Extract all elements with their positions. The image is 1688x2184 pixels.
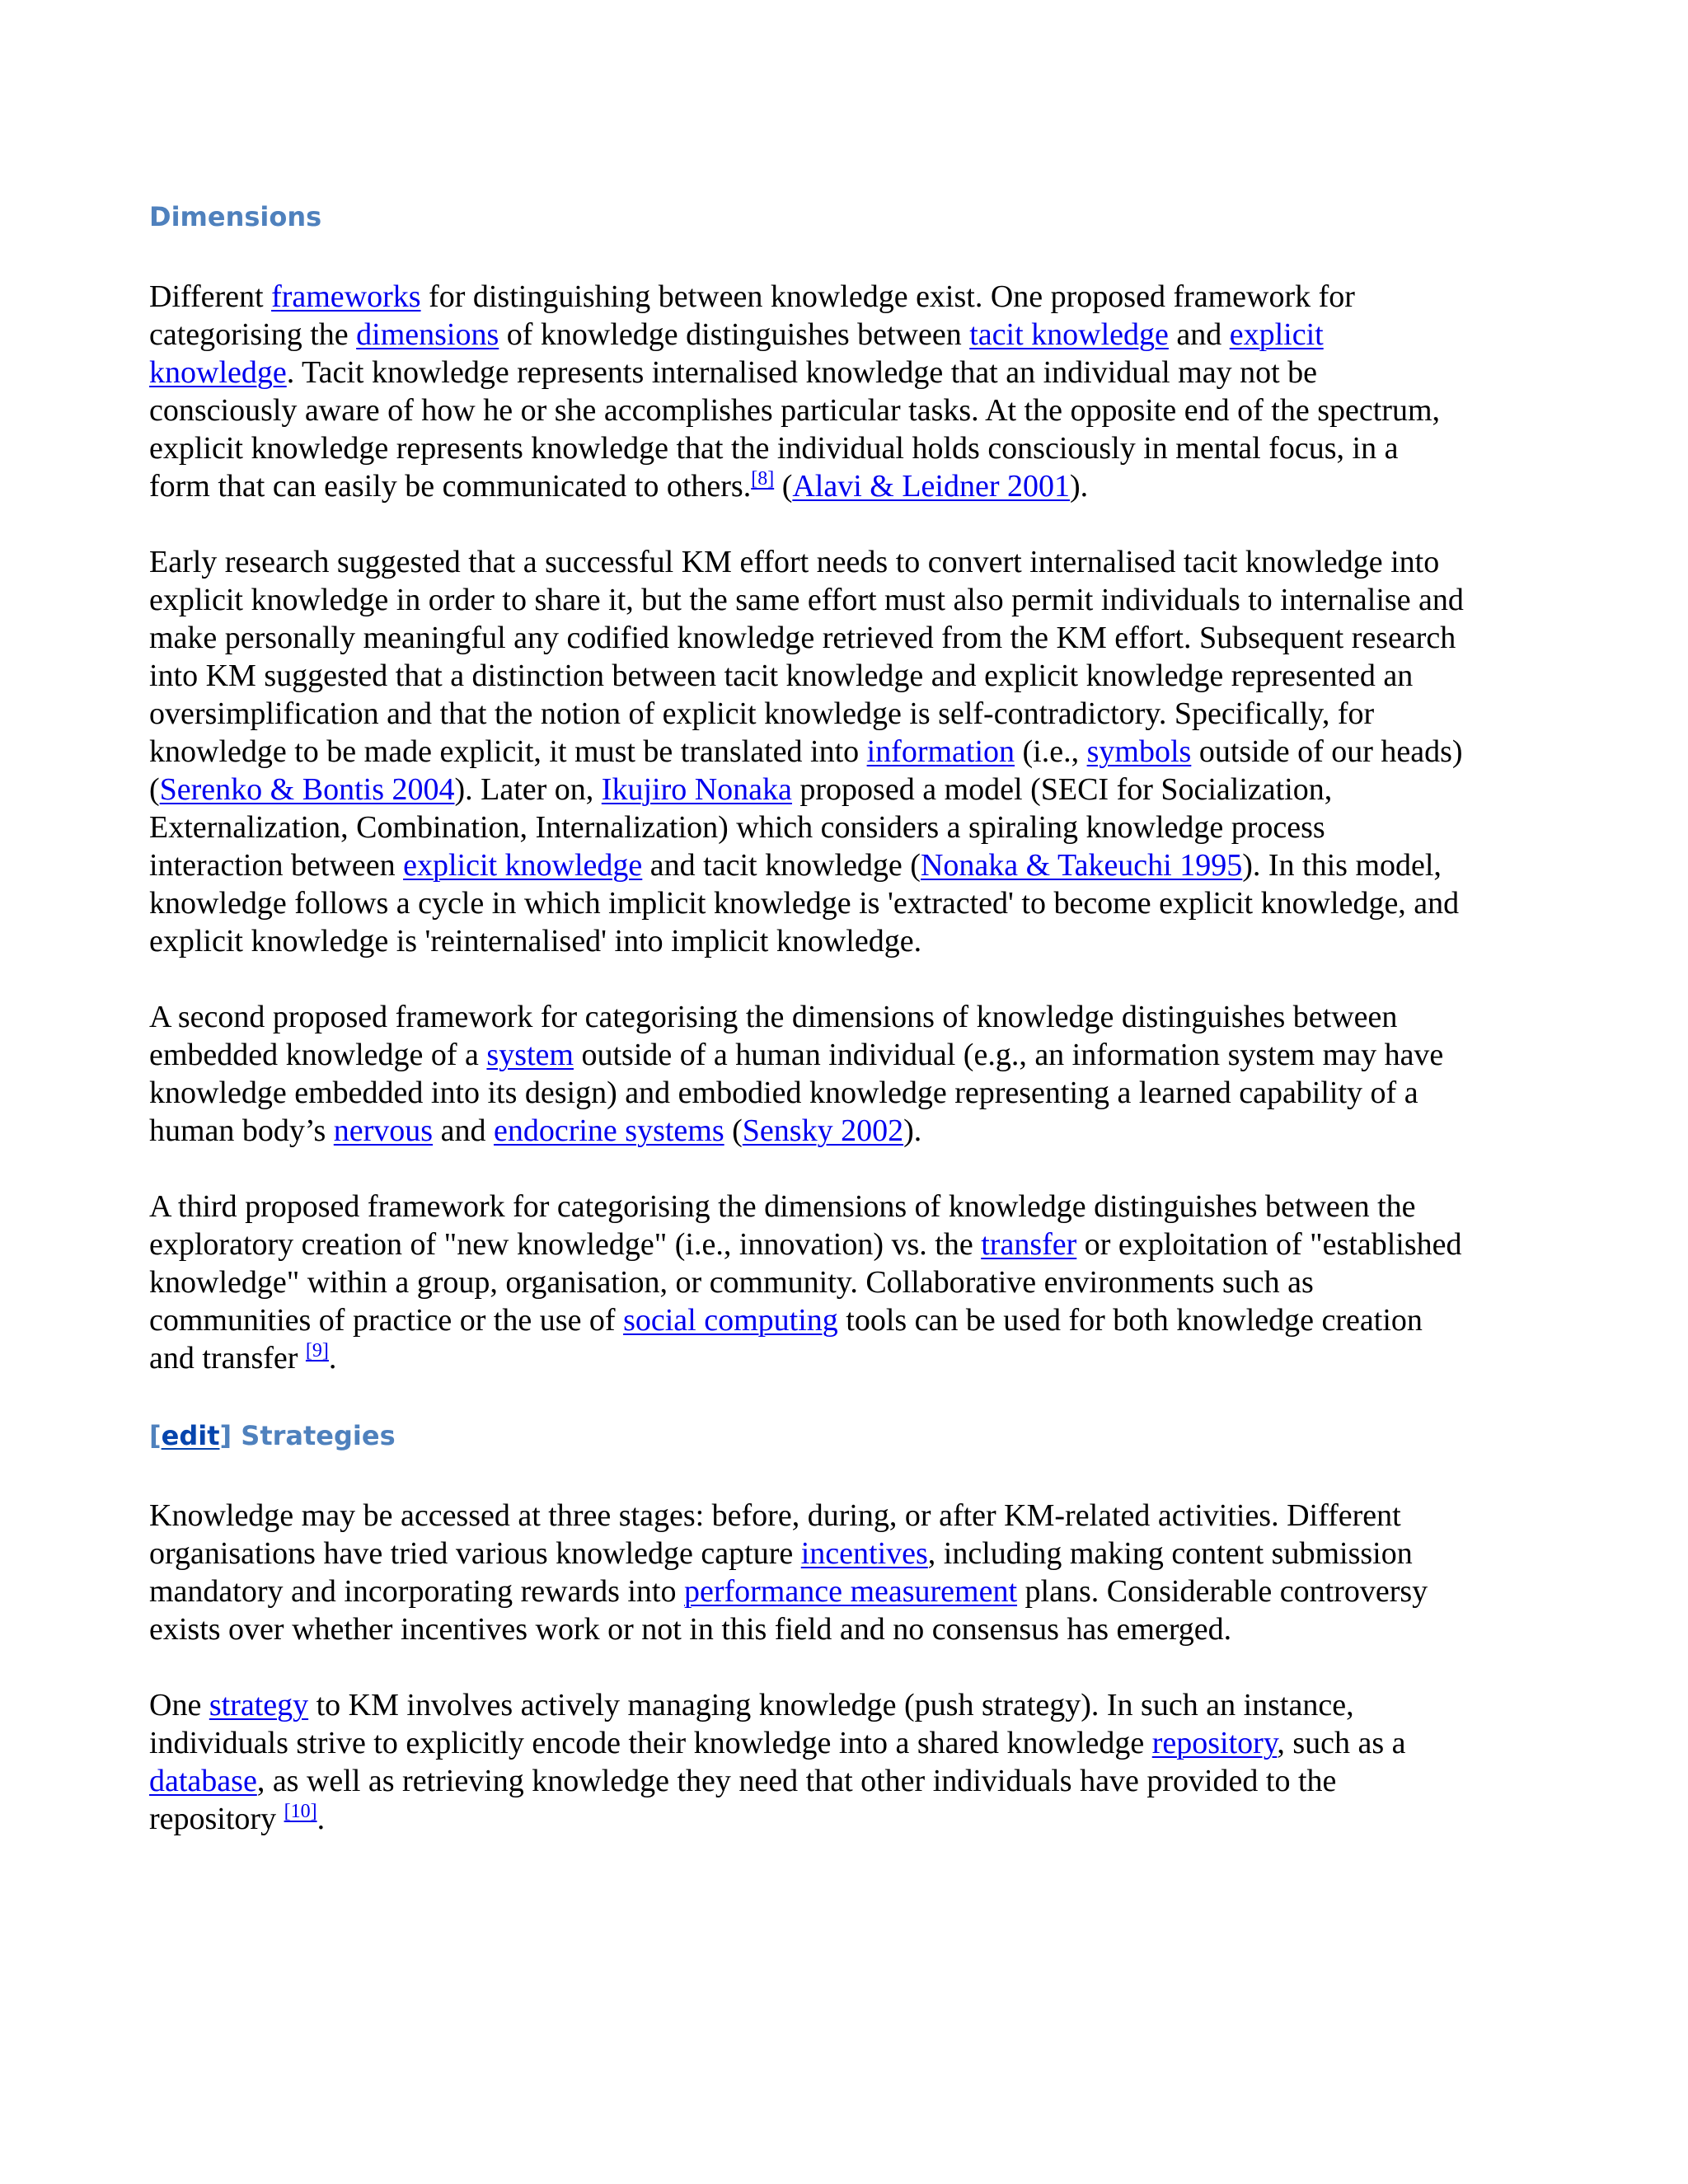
text-run: categorising the [149, 317, 357, 352]
text-line [149, 1535, 1550, 1572]
text-run: knowledge embedded into its design) and embodied knowledge representing a learned capability of a [149, 1076, 1418, 1110]
document-page [149, 196, 1550, 1876]
heading-text: Strategies [241, 1420, 396, 1451]
text-line [149, 1497, 1550, 1535]
text-run: exists over whether incentives work or not in this field and no consensus has emerged. [149, 1612, 1232, 1647]
text-line [149, 657, 1550, 695]
text-line [149, 998, 1550, 1036]
text-line [149, 1301, 1550, 1339]
text-run: and transfer [149, 1341, 306, 1376]
text-run: ( [149, 772, 160, 807]
text-run: ). In this model, [1242, 848, 1442, 883]
citation [284, 1801, 317, 1822]
link-database[interactable]: database [149, 1764, 257, 1798]
citation-link-10[interactable]: [10] [284, 1801, 317, 1822]
link-dimensions[interactable]: dimensions [356, 317, 499, 352]
text-run: . [328, 1341, 337, 1376]
text-run: ( [724, 1113, 743, 1148]
text-line [149, 808, 1550, 846]
link-tacit-knowledge[interactable]: tacit knowledge [969, 317, 1169, 352]
link-sensky-2002[interactable]: Sensky 2002 [742, 1113, 904, 1148]
text-run: explicit knowledge represents knowledge that the individual holds consciously in mental focus, in a [149, 431, 1399, 466]
text-run: repository [149, 1802, 284, 1836]
section-heading-strategies: [edit] Strategies [149, 1420, 396, 1451]
text-line [149, 733, 1550, 771]
text-line [149, 1724, 1550, 1762]
link-ikujiro-nonaka[interactable]: Ikujiro Nonaka [601, 772, 792, 807]
text-run: plans. Considerable controversy [1017, 1574, 1428, 1609]
text-run: . Tacit knowledge represents internalised knowledge that an individual may not be [286, 355, 1318, 390]
text-run: Different [149, 279, 272, 314]
text-run: individuals strive to explicitly encode their knowledge into a shared knowledge [149, 1726, 1152, 1760]
text-run: (i.e., [1015, 734, 1087, 769]
text-run: , including making content submission [927, 1536, 1413, 1571]
text-run: organisations have tried various knowledge capture [149, 1536, 801, 1571]
text-run: into KM suggested that a distinction between tacit knowledge and explicit knowledge represented an [149, 658, 1414, 693]
text-line [149, 695, 1550, 733]
text-line [149, 543, 1550, 581]
text-run: ). Later on, [454, 772, 602, 807]
link-explicit[interactable]: explicit [1229, 317, 1324, 352]
paragraph [149, 998, 1550, 1150]
text-run: One [149, 1688, 209, 1722]
text-line [149, 922, 1550, 960]
text-run: human body’s [149, 1113, 334, 1148]
link-symbols[interactable]: symbols [1086, 734, 1192, 769]
text-line [149, 1188, 1550, 1226]
text-line [149, 278, 1550, 316]
text-line [149, 619, 1550, 657]
text-line [149, 1074, 1550, 1112]
section-strategies-body [149, 1497, 1550, 1838]
text-line [149, 771, 1550, 808]
text-run: A second proposed framework for categorising the dimensions of knowledge distinguishes between [149, 1000, 1398, 1034]
text-line [149, 391, 1550, 429]
text-run: embedded knowledge of a [149, 1038, 487, 1072]
text-line [149, 884, 1550, 922]
link-performance-measurement[interactable]: performance measurement [683, 1574, 1018, 1609]
text-line [149, 1036, 1550, 1074]
link-nervous[interactable]: nervous [333, 1113, 434, 1148]
text-run: Early research suggested that a successful KM effort needs to convert internalised tacit knowledge into [149, 545, 1440, 579]
text-run: consciously aware of how he or she accomplishes particular tasks. At the opposite end of the spectrum, [149, 393, 1441, 428]
text-line [149, 1686, 1550, 1724]
text-line [149, 467, 1550, 505]
text-line [149, 1572, 1550, 1610]
text-run: explicit knowledge is 'reinternalised' into implicit knowledge. [149, 924, 922, 958]
text-run: proposed a model (SECI for Socialization, [791, 772, 1333, 807]
text-line [149, 846, 1550, 884]
text-line [149, 1762, 1550, 1800]
link-incentives[interactable]: incentives [800, 1536, 928, 1571]
text-run: communities of practice or the use of [149, 1303, 624, 1338]
text-run: tools can be used for both knowledge creation [837, 1303, 1423, 1338]
edit-link[interactable]: edit [161, 1420, 220, 1451]
text-run: ). [903, 1113, 922, 1148]
text-run: Knowledge may be accessed at three stages: before, during, or after KM-related activities. Different [149, 1498, 1401, 1533]
text-run: outside of our heads) [1191, 734, 1463, 769]
text-run: knowledge follows a cycle in which implicit knowledge is 'extracted' to become explicit knowledge, and [149, 886, 1460, 921]
link-endocrine-systems[interactable]: endocrine systems [493, 1113, 724, 1148]
text-run: of knowledge distinguishes between [499, 317, 970, 352]
link-serenko-bontis-2004[interactable]: Serenko & Bontis 2004 [159, 772, 455, 807]
paragraph [149, 543, 1550, 960]
link-strategy[interactable]: strategy [209, 1688, 309, 1722]
citation-link-9[interactable]: [9] [305, 1340, 329, 1361]
text-line [149, 1800, 1550, 1838]
paragraph [149, 278, 1550, 505]
section-heading-dimensions [149, 196, 1550, 237]
heading-text: Dimensions [149, 201, 322, 232]
link-nonaka-takeuchi-1995[interactable]: Nonaka & Takeuchi 1995 [920, 848, 1243, 883]
text-line [149, 1339, 1550, 1377]
text-run: outside of a human individual (e.g., an information system may have [573, 1038, 1444, 1072]
link-frameworks[interactable]: frameworks [271, 279, 421, 314]
text-run: ( [774, 469, 793, 504]
link-system[interactable]: system [486, 1038, 574, 1072]
text-run: Externalization, Combination, Internalization) which considers a spiraling knowledge process [149, 810, 1325, 845]
text-run: for distinguishing between knowledge exist. One proposed framework for [420, 279, 1355, 314]
paragraph [149, 1188, 1550, 1377]
text-run: and [1168, 317, 1230, 352]
text-run: knowledge" within a group, organisation, or community. Collaborative environments such as [149, 1265, 1314, 1300]
text-run: mandatory and incorporating rewards into [149, 1574, 684, 1609]
text-run: or exploitation of "established [1076, 1227, 1462, 1262]
text-line [149, 1226, 1550, 1263]
paragraph [149, 1497, 1550, 1648]
text-line [149, 1263, 1550, 1301]
text-line [149, 1610, 1550, 1648]
link-explicit-knowledge[interactable]: explicit knowledge [403, 848, 643, 883]
citation [751, 468, 774, 490]
text-line [149, 581, 1550, 619]
text-run: form that can easily be communicated to others. [149, 469, 752, 504]
text-run: , as well as retrieving knowledge they need that other individuals have provided to the [256, 1764, 1337, 1798]
link-alavi-leidner-2001[interactable]: Alavi & Leidner 2001 [792, 469, 1070, 504]
link-repository[interactable]: repository [1151, 1726, 1278, 1760]
link-knowledge[interactable]: knowledge [149, 355, 287, 390]
text-run: and [433, 1113, 494, 1148]
text-run: exploratory creation of "new knowledge" (i.e., innovation) vs. the [149, 1227, 982, 1262]
text-run: to KM involves actively managing knowledge (push strategy). In such an instance, [308, 1688, 1354, 1722]
text-line [149, 1112, 1550, 1150]
text-run: interaction between [149, 848, 404, 883]
text-run: oversimplification and that the notion of explicit knowledge is self-contradictory. Specifically, for [149, 696, 1375, 731]
link-social-computing[interactable]: social computing [623, 1303, 838, 1338]
section-dimensions-body [149, 278, 1550, 1377]
paragraph [149, 1686, 1550, 1838]
text-run: explicit knowledge in order to share it, but the same effort must also permit individuals to internalise and [149, 583, 1464, 617]
citation [306, 1340, 329, 1361]
text-run: make personally meaningful any codified knowledge retrieved from the KM effort. Subsequent research [149, 621, 1456, 655]
link-transfer[interactable]: transfer [981, 1227, 1077, 1262]
link-information[interactable]: information [866, 734, 1015, 769]
text-line [149, 429, 1550, 467]
text-run: , such as a [1277, 1726, 1406, 1760]
text-run: knowledge to be made explicit, it must be translated into [149, 734, 867, 769]
text-run: A third proposed framework for categorising the dimensions of knowledge distinguishes between the [149, 1189, 1416, 1224]
text-run: and tacit knowledge ( [642, 848, 921, 883]
text-run: . [316, 1802, 326, 1836]
text-line [149, 354, 1550, 391]
text-run: ). [1069, 469, 1089, 504]
text-line [149, 316, 1550, 354]
citation-link-8[interactable]: [8] [751, 468, 775, 490]
